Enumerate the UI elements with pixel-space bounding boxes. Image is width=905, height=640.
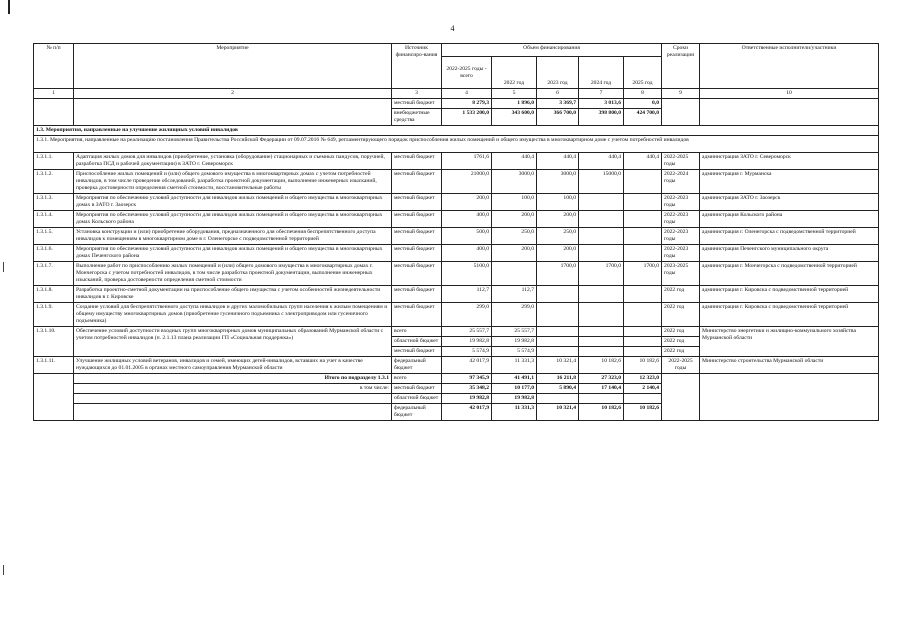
row-total: 1761,6 — [442, 153, 492, 170]
row-no: 1.3.1.8. — [34, 286, 74, 303]
total-total: 42 017,9 — [442, 404, 492, 421]
row-responsible: администрация г. Кировска с подведомственной территорией — [700, 303, 879, 327]
row-source: местный бюджет — [392, 347, 442, 357]
row-y2022: 3000,0 — [492, 170, 537, 194]
header-responsible: Ответственные исполнители/участники — [700, 44, 879, 89]
row-y2022: 11 331,3 — [492, 357, 537, 374]
table-row — [34, 194, 879, 211]
total-y2025 — [624, 394, 662, 404]
row-y2023: 200,0 — [537, 245, 579, 262]
total-total: 35 348,2 — [442, 384, 492, 394]
row-source: местный бюджет — [392, 194, 442, 211]
subsection-row — [34, 136, 879, 153]
row-responsible: администрация Печенгского муниципального округа — [700, 245, 879, 262]
row-y2023: 100,0 — [537, 194, 579, 211]
row-measure: Мероприятия по обеспечению условий доступности для инвалидов жилых помещений и общего имущества в многоквартирных домах Кольского района — [74, 211, 392, 228]
table-row — [34, 228, 879, 245]
row-y2022: 250,0 — [492, 228, 537, 245]
row-y2023 — [537, 286, 579, 303]
y2025-cell: 424 700,0 — [624, 109, 662, 126]
total-cell: 8 279,3 — [442, 99, 492, 109]
row-y2022: 200,0 — [492, 211, 537, 228]
row-total: 200,0 — [442, 194, 492, 211]
row-total: 400,0 — [442, 211, 492, 228]
header-volume: Объем финансирования — [442, 44, 662, 57]
row-measure: Приспособление жилых помещений и (или) общего домового имущества в многоквартирных домах с учетом потребностей инвалидов, в том числе проведение обследований, разработка проектной документации, выполнение инженерных изысканий, проверка достоверности определения сметной стоимости, восстановительные работы — [74, 170, 392, 194]
row-no: 1.3.1.11. — [34, 357, 74, 374]
col-number: 3 — [392, 89, 442, 99]
source-cell: внебюджетные средства — [392, 109, 442, 126]
col-number: 5 — [492, 89, 537, 99]
total-source: местный бюджет — [392, 384, 442, 394]
row-terms: 2022 год — [662, 347, 700, 357]
section-title: 1.3. Мероприятия, направленные на улучшение жилищных условий инвалидов — [34, 126, 879, 136]
header-measure: Мероприятие — [74, 44, 392, 89]
row-measure: Создание условий для беспрепятственного доступа инвалидов и других маломобильных групп населения к жилым помещениям и общему имуществу многоквартирных домов (приобретение гусеничного подъемника с электроприводом или гусеничного подъемника) — [74, 303, 392, 327]
scan-edge-mark — [3, 565, 4, 575]
table-row — [34, 153, 879, 170]
row-terms: 2022-2023 годы — [662, 245, 700, 262]
table-row — [34, 286, 879, 303]
row-terms: 2022-2023 годы — [662, 211, 700, 228]
scan-edge-mark — [3, 262, 4, 272]
col-number: 9 — [662, 89, 700, 99]
row-measure: Улучшение жилищных условий ветеранов, инвалидов и семей, имеющих детей-инвалидов, вставших на учет в качестве нуждающихся до 01.01.2005 в органах местного самоуправления Мурманской области — [74, 357, 392, 374]
row-y2022: 25 557,7 — [492, 327, 537, 337]
row-responsible: администрация Кольского района — [700, 211, 879, 228]
row-terms: 2023-2025 годы — [662, 262, 700, 286]
column-numbers-row — [34, 89, 879, 99]
row-source: всего — [392, 327, 442, 337]
subsection-title: 1.3.1. Мероприятия, направленные на реализацию постановления Правительства Российской Федерации от 09.07.2016 № 649, регламентирующего порядок приспособления жилых помещений и общего имущества в многоквартирном доме с учетом потребностей инвалидов — [34, 136, 879, 153]
total-total: 97 345,9 — [442, 374, 492, 384]
row-no: 1.3.1.7. — [34, 262, 74, 286]
row-y2025 — [624, 211, 662, 228]
row-total: 5 574,9 — [442, 347, 492, 357]
col-number: 7 — [579, 89, 624, 99]
row-measure: Выполнение работ по приспособлению жилых помещений и (или) общего домового имущества в многоквартирных домах г. Мончегорска с учетом потребностей инвалидов, в том числе разработка проектной документации, выполнение инженерных изысканий, проверка достоверности определения сметной стоимости — [74, 262, 392, 286]
row-y2023: 1700,0 — [537, 262, 579, 286]
row-y2024 — [579, 211, 624, 228]
row-y2023: 250,0 — [537, 228, 579, 245]
row-measure: Адаптация жилых домов для инвалидов (приобретение, установка (оборудование) стационарных и съемных пандусов, поручней, разработка ПСД и рабочей документации) в ЗАТО г. Североморск — [74, 153, 392, 170]
row-total: 5100,0 — [442, 262, 492, 286]
col-number: 8 — [624, 89, 662, 99]
row-responsible: администрация г. Кировска с подведомственной территорией — [700, 286, 879, 303]
total-y2024: 17 140,4 — [579, 384, 624, 394]
table-row — [34, 211, 879, 228]
row-terms: 2022 год — [662, 327, 700, 337]
row-terms: 2022 год — [662, 286, 700, 303]
row-no: 1.3.1.6. — [34, 245, 74, 262]
row-total: 21000,0 — [442, 170, 492, 194]
row-source: областной бюджет — [392, 337, 442, 347]
row-no: 1.3.1.9. — [34, 303, 74, 327]
row-source: местный бюджет — [392, 228, 442, 245]
header-terms: Сроки реализации — [662, 44, 700, 89]
col-number: 1 — [34, 89, 74, 99]
row-terms: 2022-2024 годы — [662, 170, 700, 194]
row-y2022: 299,0 — [492, 303, 537, 327]
total-y2022: 11 331,3 — [492, 404, 537, 421]
total-y2022: 19 982,8 — [492, 394, 537, 404]
row-measure: Мероприятия по обеспечению условий доступности для инвалидов жилых помещений и общего имущества в многоквартирных домах Печенгского района — [74, 245, 392, 262]
y2022-cell: 343 600,0 — [492, 109, 537, 126]
header-2024: 2024 год — [579, 57, 624, 89]
row-y2022: 100,0 — [492, 194, 537, 211]
row-terms: 2022-2025 годы — [662, 153, 700, 170]
total-total: 19 982,8 — [442, 394, 492, 404]
row-responsible: администрация г. Оленегорска с подведомственной территорией — [700, 228, 879, 245]
total-y2025: 2 140,4 — [624, 384, 662, 394]
header-total: 2022-2025 годы - всего — [442, 57, 492, 89]
table-row — [34, 357, 879, 374]
row-measure: Мероприятия по обеспечению условий доступности для инвалидов жилых помещений и общего имущества в многоквартирных домах в ЗАТО г. Заозерск — [74, 194, 392, 211]
row-y2025 — [624, 245, 662, 262]
row-terms: 2022 год — [662, 303, 700, 327]
row-y2023: 200,0 — [537, 211, 579, 228]
header-no: № п/п — [34, 44, 74, 89]
row-y2025 — [624, 303, 662, 327]
row-y2025 — [624, 228, 662, 245]
row-y2025: 440,4 — [624, 153, 662, 170]
row-responsible: Министерство строительства Мурманской области — [700, 357, 879, 374]
row-source: местный бюджет — [392, 245, 442, 262]
row-y2024 — [579, 286, 624, 303]
row-terms: 2022-2025 годы — [662, 357, 700, 374]
table-row — [34, 262, 879, 286]
row-responsible: Министерство энергетики и жилищно-коммунального хозяйства Мурманской области — [700, 327, 879, 357]
row-source: местный бюджет — [392, 153, 442, 170]
total-y2025: 10 182,6 — [624, 404, 662, 421]
total-y2023: 16 211,8 — [537, 374, 579, 384]
row-y2025 — [624, 170, 662, 194]
y2022-cell: 1 896,0 — [492, 99, 537, 109]
total-y2023 — [537, 394, 579, 404]
table-row — [34, 245, 879, 262]
row-y2023 — [537, 303, 579, 327]
page-number: 4 — [450, 24, 455, 33]
total-incl-label: в том числе: — [74, 384, 392, 394]
total-y2023: 5 890,4 — [537, 384, 579, 394]
total-source: областной бюджет — [392, 394, 442, 404]
row-y2024 — [579, 194, 624, 211]
row-y2023: 10 321,4 — [537, 357, 579, 374]
row-total: 42 017,9 — [442, 357, 492, 374]
row-y2025 — [624, 286, 662, 303]
row-no: 1.3.1.4. — [34, 211, 74, 228]
total-label: Итого по подразделу 1.3.1 — [74, 374, 392, 384]
total-source: всего — [392, 374, 442, 384]
col-number: 10 — [700, 89, 879, 99]
row-y2022: 200,0 — [492, 245, 537, 262]
row-y2022: 440,4 — [492, 153, 537, 170]
total-y2024: 27 323,0 — [579, 374, 624, 384]
row-terms: 2022 год — [662, 337, 700, 347]
y2024-cell: 3 013,6 — [579, 99, 624, 109]
row-y2024: 15000,0 — [579, 170, 624, 194]
row-y2023: 440,4 — [537, 153, 579, 170]
row-measure: Разработка проектно-сметной документации на приспособление общего имущества с учетом особенностей жизнедеятельности инвалидов в г. Кировске — [74, 286, 392, 303]
header-2025: 2025 год — [624, 57, 662, 89]
row-responsible: администрация ЗАТО г. Заозерск — [700, 194, 879, 211]
row-no: 1.3.1.2. — [34, 170, 74, 194]
row-responsible: администрация ЗАТО г. Североморск — [700, 153, 879, 170]
table-row — [34, 303, 879, 327]
header-row — [34, 44, 879, 57]
col-number: 2 — [74, 89, 392, 99]
header-2022: 2022 год — [492, 57, 537, 89]
row-responsible: администрация г. Мончегорска с подведомственной территорией — [700, 262, 879, 286]
row-no: 1.3.1.5. — [34, 228, 74, 245]
row-y2023: 3000,0 — [537, 170, 579, 194]
row-total: 112,7 — [442, 286, 492, 303]
table-row — [34, 170, 879, 194]
row-terms: 2022-2023 годы — [662, 228, 700, 245]
header-source: Источник финансиро-вания — [392, 44, 442, 89]
row-y2024: 440,4 — [579, 153, 624, 170]
total-cell: 1 533 200,0 — [442, 109, 492, 126]
col-number: 4 — [442, 89, 492, 99]
row-y2025: 10 182,6 — [624, 357, 662, 374]
total-y2022: 10 177,0 — [492, 384, 537, 394]
row-y2022: 112,7 — [492, 286, 537, 303]
y2025-cell: 0,0 — [624, 99, 662, 109]
col-number: 6 — [537, 89, 579, 99]
row-y2022: 5 574,9 — [492, 347, 537, 357]
row-source: местный бюджет — [392, 170, 442, 194]
total-source: федеральный бюджет — [392, 404, 442, 421]
row-no: 1.3.1.1. — [34, 153, 74, 170]
row-y2024 — [579, 245, 624, 262]
row-y2024: 1700,0 — [579, 262, 624, 286]
row-y2025: 1700,0 — [624, 262, 662, 286]
total-y2025: 12 323,0 — [624, 374, 662, 384]
scan-edge-mark — [8, 0, 10, 14]
financing-table — [33, 43, 879, 421]
header-2023: 2023 год — [537, 57, 579, 89]
row-y2025 — [624, 194, 662, 211]
row-total: 400,0 — [442, 245, 492, 262]
total-y2024: 10 182,6 — [579, 404, 624, 421]
row-y2024: 10 182,6 — [579, 357, 624, 374]
row-total: 25 557,7 — [442, 327, 492, 337]
row-measure: Обеспечение условий доступности входных групп многоквартирных домов муниципальных образований Мурманской области с учетом потребностей инвалидов (п. 2.1.13 плана реализации ГП «Социальная поддержка») — [74, 327, 392, 357]
total-y2023: 10 321,4 — [537, 404, 579, 421]
row-no: 1.3.1.10. — [34, 327, 74, 357]
row-measure: Установка конструкции и (или) приобретение оборудования, предназначенного для обеспечения беспрепятственного доступа инвалидов к помещениям в многоквартирном доме в г. Оленегорске с подведомственной территорией — [74, 228, 392, 245]
row-no: 1.3.1.3. — [34, 194, 74, 211]
source-cell: местный бюджет — [392, 99, 442, 109]
total-y2022: 41 491,1 — [492, 374, 537, 384]
row-source: местный бюджет — [392, 262, 442, 286]
row-total: 19 982,8 — [442, 337, 492, 347]
row-total: 299,0 — [442, 303, 492, 327]
row-y2024 — [579, 303, 624, 327]
row-source: местный бюджет — [392, 303, 442, 327]
y2023-cell: 366 700,0 — [537, 109, 579, 126]
row-source: местный бюджет — [392, 211, 442, 228]
total-y2024 — [579, 394, 624, 404]
y2023-cell: 3 369,7 — [537, 99, 579, 109]
y2024-cell: 398 800,0 — [579, 109, 624, 126]
row-source: местный бюджет — [392, 286, 442, 303]
row-source: федеральный бюджет — [392, 357, 442, 374]
row-terms: 2022-2023 годы — [662, 194, 700, 211]
row-y2024 — [579, 228, 624, 245]
section-row — [34, 126, 879, 136]
table-row — [34, 327, 879, 337]
row-y2022: 19 982,8 — [492, 337, 537, 347]
row-responsible: администрация г. Мурманска — [700, 170, 879, 194]
row-total: 500,0 — [442, 228, 492, 245]
row-y2022 — [492, 262, 537, 286]
total-row — [34, 374, 879, 384]
table-row — [34, 99, 879, 109]
